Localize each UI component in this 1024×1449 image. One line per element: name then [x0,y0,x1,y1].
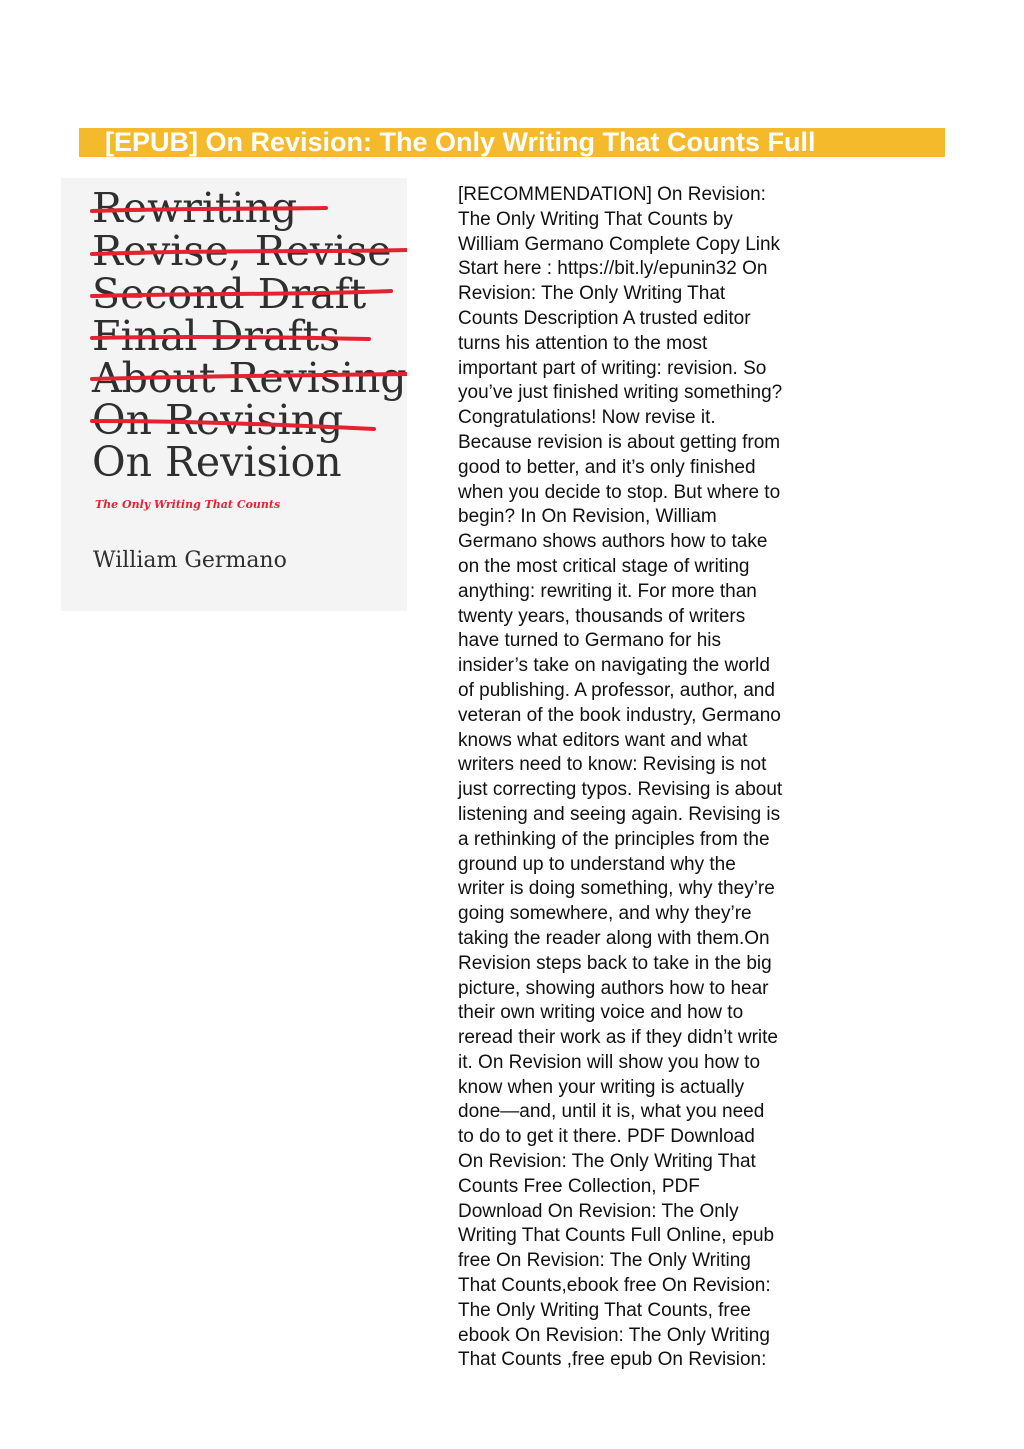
cover-author: William Germano [93,548,287,573]
description-line: ground up to understand why the [458,853,736,875]
cover-title: On Revision [92,438,342,486]
struck-line-6: On Revising [92,396,344,444]
description-line: The Only Writing That Counts, free [458,1299,751,1321]
description-line: Counts Description A trusted editor [458,307,751,329]
description-line: ebook On Revision: The Only Writing [458,1324,770,1346]
struck-line-3: Second Draft [92,270,367,318]
description-line: On Revision: The Only Writing That [458,1151,756,1173]
description-line: Revision: The Only Writing That [458,283,726,305]
description-line: you’ve just finished writing something? [458,382,783,404]
description-line: to do to get it there. PDF Download [458,1126,755,1148]
description-line: anything: rewriting it. For more than [458,580,757,602]
description-line: Counts Free Collection, PDF [458,1175,700,1197]
description-line: just correcting typos. Revising is about [458,779,783,801]
book-cover [61,178,407,611]
description-line: turns his attention to the most [458,332,708,354]
book-cover-art [61,178,407,611]
description-line: William Germano Complete Copy Link [458,233,781,255]
strike-line-4 [92,337,369,339]
description-line: picture, showing authors how to hear [458,977,769,999]
description-line: Because revision is about getting from [458,431,781,453]
description-line: listening and seeing again. Revising is [458,803,781,825]
description-line: writer is doing something, why they’re [458,878,775,900]
description-line: Download On Revision: The Only [458,1200,739,1222]
cover-subtitle: The Only Writing That Counts [95,498,281,511]
page-title-banner [79,128,945,157]
description-line: reread their work as if they didn’t write [458,1027,778,1049]
description-line: it. On Revision will show you how to [458,1051,761,1073]
description-line: begin? In On Revision, William [458,506,717,528]
description-line: good to better, and it’s only finished [458,456,756,478]
description-line: have turned to Germano for his [458,630,721,652]
description-line: done—and, until it is, what you need [458,1101,765,1123]
description-line: knows what editors want and what [458,729,748,751]
description-line: [RECOMMENDATION] On Revision: [458,184,766,205]
description-line: writers need to know: Revising is not [458,754,767,776]
description-line: their own writing voice and how to [458,1002,744,1024]
description-line: important part of writing: revision. So [458,357,767,379]
description-line: twenty years, thousands of writers [458,605,746,627]
page-title: [EPUB] On Revision: The Only Writing That Counts Full [105,128,816,157]
description-line: going somewhere, and why they’re [458,903,752,925]
description-line: Start here : https://bit.ly/epunin32 On [458,258,768,280]
description-line: That Counts,ebook free On Revision: [458,1275,771,1297]
description-line: insider’s take on navigating the world [458,655,770,677]
description-line: a rethinking of the principles from the [458,828,770,850]
description-line: when you decide to stop. But where to [458,481,781,503]
description-line: taking the reader along with them.On [458,927,770,949]
description-line: The Only Writing That Counts by [458,208,733,230]
description-line: of publishing. A professor, author, and [458,679,775,701]
struck-line-2: Revise, Revise [92,227,392,275]
description-line: That Counts ,free epub On Revision: [458,1349,767,1371]
description-line: Revision steps back to take in the big [458,952,772,974]
struck-line-1: Rewriting [92,184,298,232]
description-line: Congratulations! Now revise it. [458,407,716,429]
description-line: free On Revision: The Only Writing [458,1250,751,1272]
book-description [458,183,818,1373]
struck-line-4: Final Drafts [92,312,341,360]
description-line: on the most critical stage of writing [458,555,750,577]
struck-line-5: About Revising [92,354,407,402]
description-line: Germano shows authors how to take [458,531,768,553]
description-line: know when your writing is actually [458,1076,745,1098]
description-line: veteran of the book industry, Germano [458,704,781,726]
description-line: Writing That Counts Full Online, epub [458,1225,775,1247]
